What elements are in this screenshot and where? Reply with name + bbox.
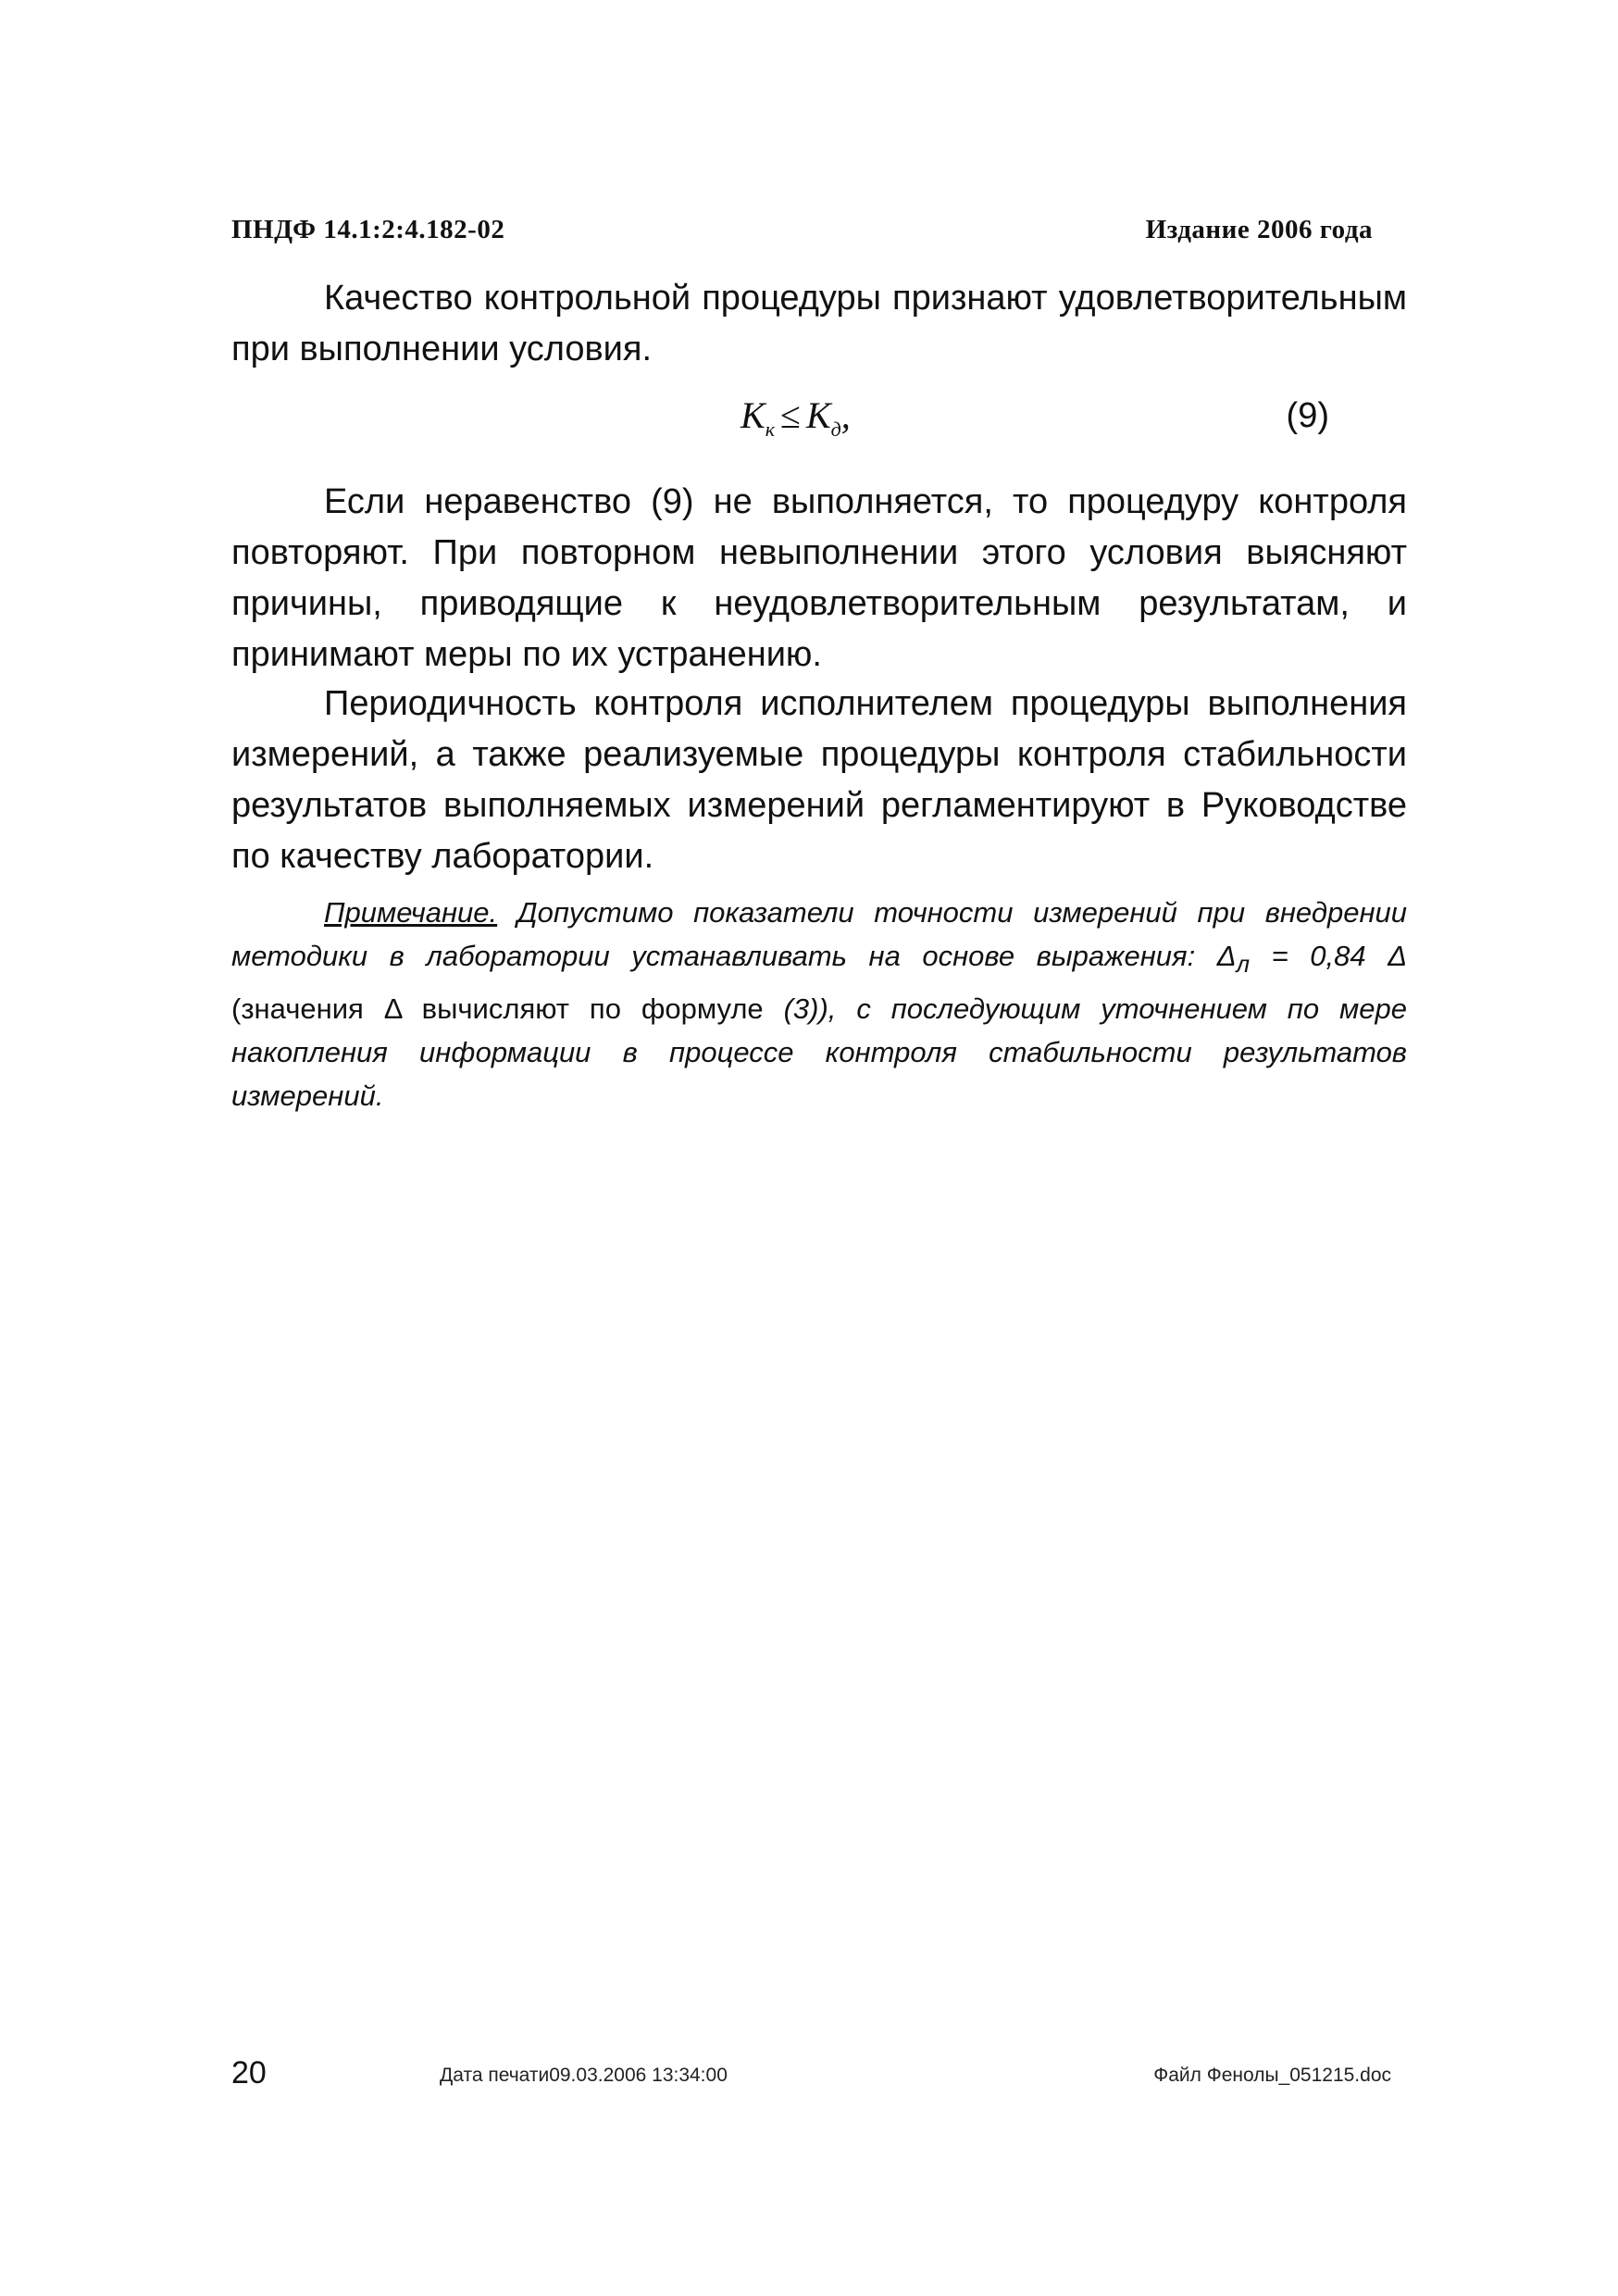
formula-trail: , [840, 394, 851, 436]
note-text-3: (значения Δ вычисляют по формуле [231, 992, 784, 1026]
formula-9 [741, 393, 851, 442]
page-number: 20 [231, 2055, 267, 2090]
note-text-4: ), с последующим уточнением по мере накопления информации в процессе контроля стабильности результатов измерений. [231, 992, 1407, 1113]
document-code: ПНДФ 14.1:2:4.182-02 [231, 215, 505, 244]
equation-number: (9) [1286, 396, 1329, 435]
formula-relation: ≤ [779, 394, 801, 436]
note-formula-ref: (3) [783, 992, 819, 1026]
note-delta-sub: л [1236, 952, 1251, 979]
note-delta-var: Δ [1216, 940, 1237, 972]
note-text-2: = 0,84 [1250, 940, 1388, 972]
note-delta-2: Δ [1388, 940, 1407, 972]
formula-rhs-var: K [805, 394, 831, 436]
note-label: Примечание. [324, 896, 498, 929]
paragraph-quality-condition: Качество контрольной процедуры признают удовлетворительным при выполнении условия. [231, 279, 1407, 368]
formula-lhs-sub: к [765, 418, 775, 441]
formula-lhs-var: K [741, 394, 765, 436]
paragraph-inequality-failure: Если неравенство (9) не выполняется, то процедуру контроля повторяют. При повторном невыполнении этого условия выясняют причины, приводящие к неудовлетворительным результатам, и принимают меры по их устранению. [231, 482, 1407, 674]
paragraph-control-periodicity: Периодичность контроля исполнителем процедуры выполнения измерений, а также реализуемые процедуры контроля стабильности результатов выполняемых измерений регламентируют в Руководстве по качеству лаборатории. [231, 684, 1407, 876]
edition-label: Издание 2006 года [1145, 215, 1373, 244]
note-paragraph [231, 891, 1407, 1117]
print-date: Дата печати09.03.2006 13:34:00 [440, 2065, 728, 2086]
note-text-1: Допустимо показатели точности измерений при внедрении методики в лаборатории устанавливать на основе выражения: [231, 896, 1407, 972]
file-name: Файл Фенолы_051215.doc [1153, 2065, 1391, 2086]
formula-rhs-sub: д [830, 418, 841, 441]
